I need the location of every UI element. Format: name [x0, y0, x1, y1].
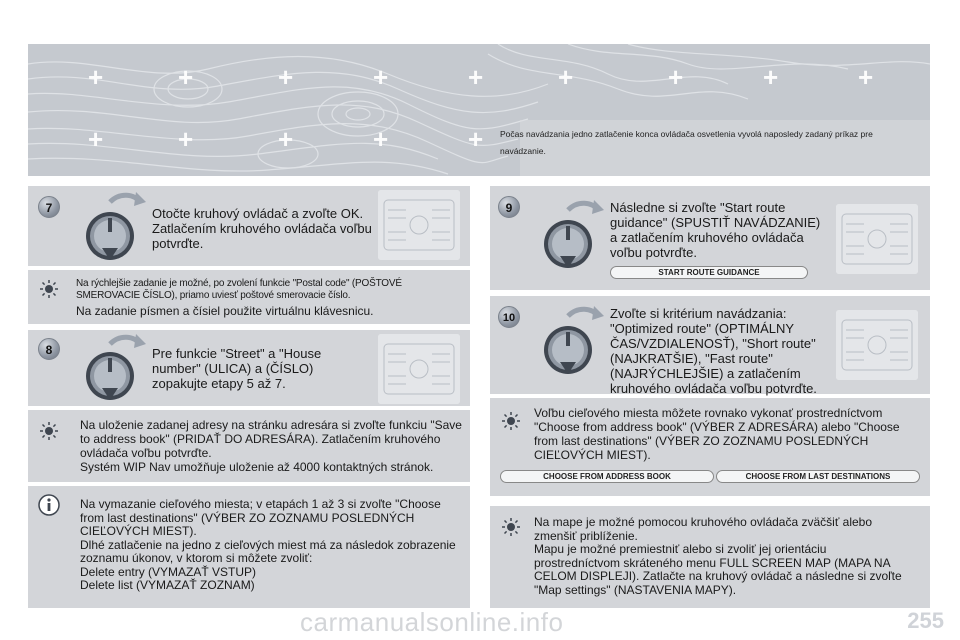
- light-bulb-icon: [40, 422, 58, 440]
- plus-marker-icon: +: [178, 124, 194, 154]
- delete-destination-info-text: Na vymazanie cieľového miesta; v etapách 1 až 3 si zvoľte "Choose from last destinations" (VÝBER ZO ZOZNAMU POSLEDNÝCH CIEĽOVÝCH MIEST). Dlhé zatlačenie na jedno z cieľových miest má za následok zobrazenie zoznamu úkonov, v ktorom si môžete zvoliť: Delete entry (VYMAZAŤ VSTUP) Delete list (VYMAZAŤ ZOZNAM): [80, 497, 456, 592]
- save-address-note-panel: [28, 410, 470, 482]
- watermark-text: carmanualsonline.info: [300, 607, 564, 637]
- plus-marker-icon: +: [278, 62, 294, 92]
- virtual-keyboard-note-text: Na zadanie písmen a čísiel použite virtuálnu klávesnicu.: [76, 304, 374, 318]
- plus-marker-icon: +: [373, 62, 389, 92]
- plus-marker-icon: +: [468, 62, 484, 92]
- plus-marker-icon: +: [668, 62, 684, 92]
- delete-destination-info-panel: [28, 486, 470, 608]
- guidance-tip-text: Počas navádzania jedno zatlačenie konca ovládača osvetlenia vyvolá naposledy zadaný príkaz pre navádzanie.: [500, 129, 873, 156]
- radio-unit-illustration: [378, 190, 460, 260]
- radio-unit-illustration: [836, 310, 918, 380]
- choose-destination-note-text: Voľbu cieľového miesta môžete rovnako vykonať prostredníctvom "Choose from address book" (VÝBER Z ADRESÁRA) alebo "Choose from last destinations" (VÝBER ZO ZOZNAMU POSLEDNÝCH CIEĽOVÝCH MIEST).: [534, 406, 900, 462]
- plus-marker-icon: +: [858, 62, 874, 92]
- step-number-badge: 9: [498, 196, 520, 218]
- step-7-text: Otočte kruhový ovládač a zvoľte OK. Zatlačením kruhového ovládača voľbu potvrďte.: [152, 206, 372, 251]
- step-9-panel: [490, 186, 930, 290]
- map-zoom-note-panel: [490, 506, 930, 608]
- choose-destination-note-panel: [490, 398, 930, 496]
- step-number-badge: 8: [38, 338, 60, 360]
- step-number-badge: 7: [38, 196, 60, 218]
- start-route-guidance-button[interactable]: START ROUTE GUIDANCE: [610, 266, 808, 279]
- plus-marker-icon: +: [468, 124, 484, 154]
- step-7-panel: [28, 186, 470, 266]
- light-bulb-icon: [502, 518, 520, 536]
- plus-marker-icon: +: [88, 62, 104, 92]
- plus-marker-icon: +: [558, 62, 574, 92]
- postal-code-note-text: Na rýchlejšie zadanie je možné, po zvolení funkcie "Postal code" (POŠTOVÉ SMEROVACIE ČÍSLO), priamo uviesť poštové smerovacie číslo.: [76, 278, 402, 301]
- step-9-text: Následne si zvoľte "Start route guidance" (SPUSTIŤ NAVÁDZANIE) a zatlačením kruhového ovládača voľbu potvrďte.: [610, 200, 821, 260]
- plus-marker-icon: +: [278, 124, 294, 154]
- rotary-knob-icon: [538, 302, 610, 382]
- choose-from-last-destinations-button[interactable]: CHOOSE FROM LAST DESTINATIONS: [716, 470, 920, 483]
- map-zoom-note-text: Na mape je možné pomocou kruhového ovládača zväčšiť alebo zmenšiť priblíženie. Mapu je možné premiestniť alebo si zvoliť jej orientáciu prostredníctvom skráteného menu FULL SCREEN MAP (MAPA NA CELOM DISPLEJI). Zatlačte na kruhový ovládač a následne si zvoľte "Map settings" (NASTAVENIA MAPY).: [534, 515, 902, 597]
- plus-marker-icon: +: [373, 124, 389, 154]
- radio-unit-illustration: [836, 204, 918, 274]
- plus-marker-icon: +: [763, 62, 779, 92]
- step-number-badge: 10: [498, 306, 520, 328]
- step-10-text: Zvoľte si kritérium navádzania: "Optimized route" (OPTIMÁLNY ČAS/VZDIALENOSŤ), "Short route" (NAJKRATŠIE), "Fast route" (NAJRÝCHLEJŠIE) a zatlačením kruhového ovládača voľbu potvrďte.: [610, 306, 817, 396]
- plus-marker-icon: +: [178, 62, 194, 92]
- light-bulb-icon: [40, 280, 58, 298]
- rotary-knob-icon: [80, 330, 152, 410]
- save-address-note-text: Na uloženie zadanej adresy na stránku adresára si zvoľte funkciu "Save to address book" (PRIDAŤ DO ADRESÁRA). Zatlačením kruhového ovládača voľbu potvrďte. Systém WIP Nav umožňuje uloženie až 4000 kontaktných stránok.: [80, 418, 462, 474]
- choose-from-address-book-button[interactable]: CHOOSE FROM ADDRESS BOOK: [500, 470, 714, 483]
- radio-unit-illustration: [378, 334, 460, 404]
- page-number: 255: [907, 608, 944, 633]
- step-10-panel: [490, 296, 930, 394]
- rotary-knob-icon: [538, 196, 610, 276]
- postal-code-note-panel: [28, 270, 470, 324]
- rotary-knob-icon: [80, 188, 152, 268]
- info-icon: [38, 494, 60, 516]
- plus-marker-icon: +: [88, 124, 104, 154]
- step-8-text: Pre funkcie "Street" a "House number" (ULICA) a (ČÍSLO) zopakujte etapy 5 až 7.: [152, 346, 322, 391]
- step-8-panel: [28, 330, 470, 406]
- light-bulb-icon: [502, 412, 520, 430]
